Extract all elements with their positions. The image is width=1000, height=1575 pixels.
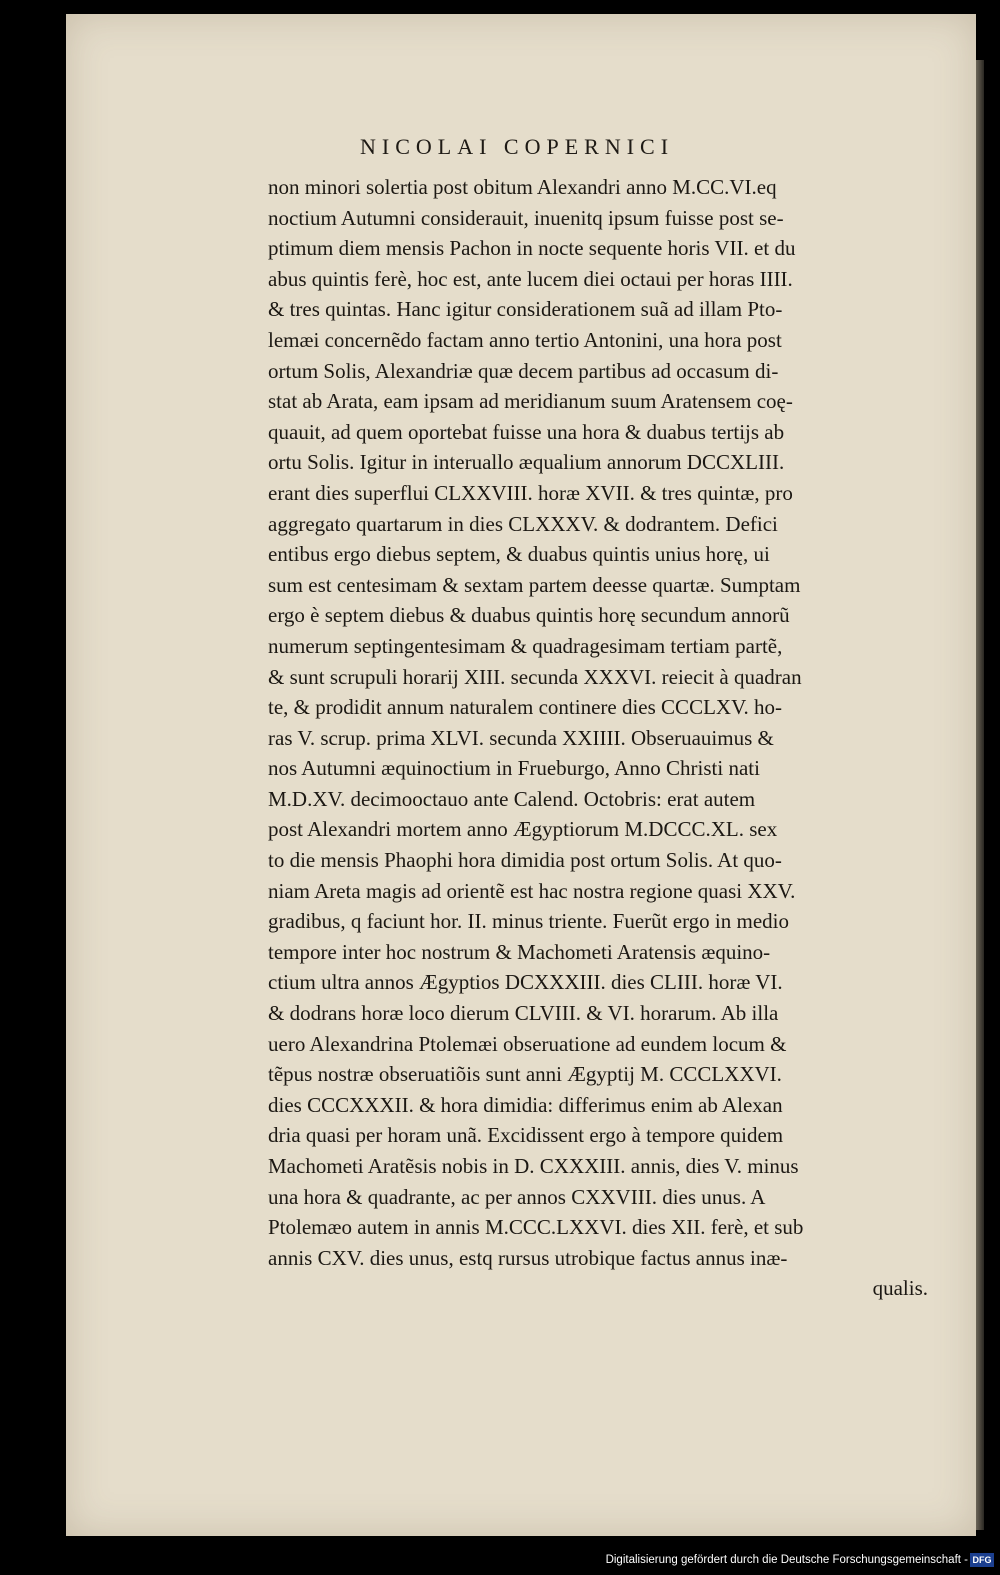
catchword: qualis. xyxy=(872,1276,928,1301)
text-line: & tres quintas. Hanc igitur considerationem suã ad illam Pto- xyxy=(268,297,783,322)
text-line: dria quasi per horam unã. Excidissent ergo à tempore quidem xyxy=(268,1123,784,1148)
text-line: nos Autumni æquinoctium in Frueburgo, Anno Christi nati xyxy=(268,756,760,781)
text-line: ras V. scrup. prima XLVI. secunda XXIIII. Obseruauimus & xyxy=(268,725,774,750)
text-line: annis CXV. dies unus, estq rursus utrobique factus annus inæ- xyxy=(268,1245,788,1270)
text-line: ptimum diem mensis Pachon in nocte sequente horis VII. et du xyxy=(268,236,796,261)
text-line: te, & prodidit annum naturalem continere dies CCCLXV. ho- xyxy=(268,695,783,720)
text-line: quauit, ad quem oportebat fuisse una hora & duabus tertijs ab xyxy=(268,419,785,444)
funding-credit: Digitalisierung gefördert durch die Deutsche Forschungsgemeinschaft - xyxy=(605,1554,968,1566)
text-line: to die mensis Phaophi hora dimidia post ortum Solis. At quo- xyxy=(268,848,782,873)
text-line: M.D.XV. decimooctauo ante Calend. Octobris: erat autem xyxy=(268,786,756,811)
text-line: stat ab Arata, eam ipsam ad meridianum suum Aratensem coę- xyxy=(268,389,793,414)
text-line: numerum septingentesimam & quadragesimam tertiam partẽ, xyxy=(268,633,783,658)
text-line: ortu Solis. Igitur in interuallo æqualium annorum DCCXLIII. xyxy=(268,450,785,475)
text-line: tempore inter hoc nostrum & Machometi Aratensis æquino- xyxy=(268,939,771,964)
dfg-logo: DFG xyxy=(970,1553,994,1567)
text-line: erant dies superflui CLXXVIII. horæ XVII. & tres quintæ, pro xyxy=(268,480,793,505)
text-line: & sunt scrupuli horarij XIII. secunda XXXVI. reiecit à quadran xyxy=(268,664,802,689)
text-line: Machometi Aratẽsis nobis in D. CXXXIII. annis, dies V. minus xyxy=(268,1154,799,1178)
text-line: sum est centesimam & sextam partem deesse quartæ. Sumptam xyxy=(268,572,801,597)
text-line: niam Areta magis ad orientẽ est hac nostra regione quasi XXV. xyxy=(268,878,796,903)
text-line: Ptolemæo autem in annis M.CCC.LXXVI. dies XII. ferè, et sub xyxy=(268,1215,804,1240)
text-line: lemæi concernẽdo factam anno tertio Antonini, una hora post xyxy=(268,327,782,352)
text-line: noctium Autumni considerauit, inuenitq ipsum fuisse post se- xyxy=(268,205,784,230)
text-line: gradibus, q faciunt hor. II. minus triente. Fuerũt ergo in medio xyxy=(268,909,790,934)
text-line: post Alexandri mortem anno Ægyptiorum M.DCCC.XL. sex xyxy=(268,817,778,842)
page-edge-shadow xyxy=(976,60,984,1530)
running-head: NICOLAI COPERNICI xyxy=(360,134,675,159)
text-line: uero Alexandrina Ptolemæi obseruatione ad eundem locum & xyxy=(268,1031,787,1056)
text-line: non minori solertia post obitum Alexandri anno M.CC.VI.eq xyxy=(268,175,777,199)
text-line: & dodrans horæ loco dierum CLVIII. & VI. horarum. Ab illa xyxy=(268,1001,779,1026)
text-line: entibus ergo diebus septem, & duabus quintis unius horę, ui xyxy=(268,542,770,567)
body-text xyxy=(268,172,928,1304)
text-line: aggregato quartarum in dies CLXXXV. & dodrantem. Defici xyxy=(268,511,778,536)
text-line: una hora & quadrante, ac per annos CXXVIII. dies unus. A xyxy=(268,1184,766,1209)
text-line: ctium ultra annos Ægyptios DCXXXIII. dies CLIII. horæ VI. xyxy=(268,970,783,995)
text-line: ergo è septem diebus & duabus quintis horę secundum annorũ xyxy=(268,603,790,628)
text-line: abus quintis ferè, hoc est, ante lucem diei octaui per horas IIII. xyxy=(268,266,793,291)
text-line: dies CCCXXXII. & hora dimidia: differimus enim ab Alexan xyxy=(268,1092,783,1117)
text-line: tẽpus nostræ obseruatiõis sunt anni Ægyptij M. CCCLXXVI. xyxy=(268,1062,782,1087)
text-line: ortum Solis, Alexandriæ quæ decem partibus ad occasum di- xyxy=(268,358,779,383)
